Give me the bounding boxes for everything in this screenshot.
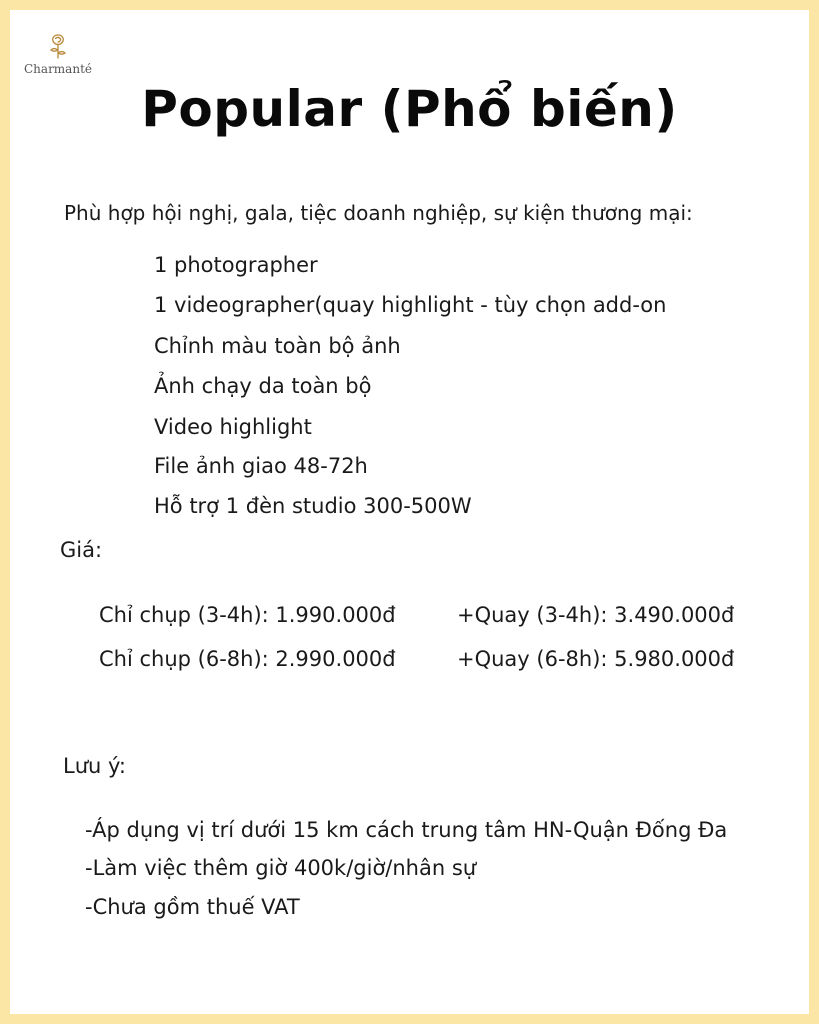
note-item: -Áp dụng vị trí dưới 15 km cách trung tâm HN-Quận Đống Đa: [85, 818, 728, 842]
price-label: Giá:: [60, 538, 103, 562]
note-item: -Chưa gồm thuế VAT: [85, 895, 300, 919]
feature-item: Chỉnh màu toàn bộ ảnh: [154, 334, 401, 358]
price-video-short: +Quay (3-4h): 3.490.000đ: [457, 603, 735, 627]
feature-item: 1 videographer(quay highlight - tùy chọn add-on: [154, 293, 667, 317]
brand-logo: [22, 32, 94, 76]
page-title: Popular (Phổ biến): [141, 80, 678, 138]
price-photo-short: Chỉ chụp (3-4h): 1.990.000đ: [99, 603, 396, 627]
price-video-long: +Quay (6-8h): 5.980.000đ: [457, 647, 735, 671]
price-card: [10, 10, 809, 1014]
feature-item: Ảnh chạy da toàn bộ: [154, 374, 372, 398]
intro-text: Phù hợp hội nghị, gala, tiệc doanh nghiệp, sự kiện thương mại:: [64, 201, 693, 225]
notes-label: Lưu ý:: [63, 754, 126, 778]
feature-item: Hỗ trợ 1 đèn studio 300-500W: [154, 494, 472, 518]
price-photo-long: Chỉ chụp (6-8h): 2.990.000đ: [99, 647, 396, 671]
rose-icon: [46, 32, 70, 60]
feature-item: Video highlight: [154, 415, 312, 439]
note-item: -Làm việc thêm giờ 400k/giờ/nhân sự: [85, 856, 477, 880]
feature-item: File ảnh giao 48-72h: [154, 454, 368, 478]
feature-item: 1 photographer: [154, 253, 318, 277]
brand-name: Charmanté: [24, 62, 92, 76]
